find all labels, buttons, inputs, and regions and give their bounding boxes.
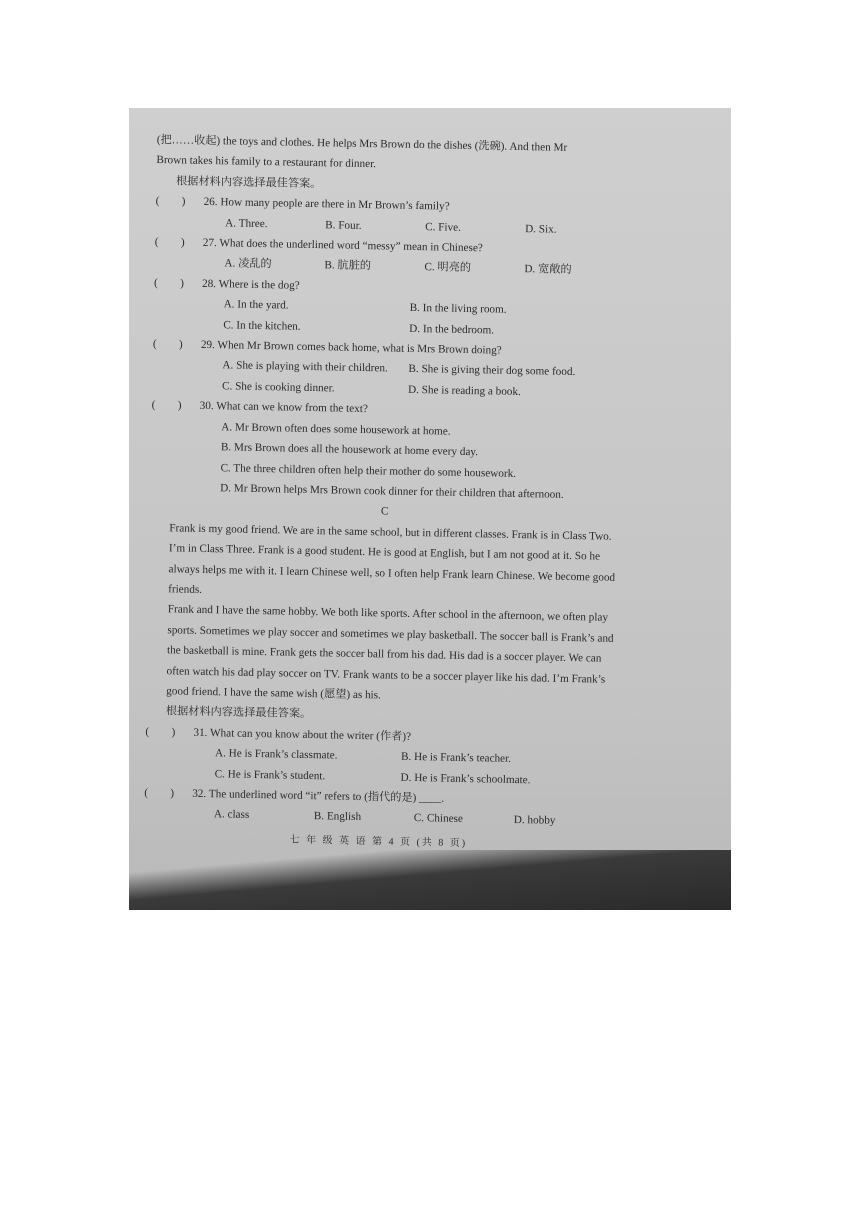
option-d: D. 宽敞的 [524, 263, 572, 277]
option-a: A. Three. [225, 216, 268, 230]
answer-blank[interactable]: ( ) [144, 786, 175, 800]
option-d: D. Mr Brown helps Mrs Brown cook dinner for their children that afternoon. [220, 482, 564, 501]
option-a: A. Mr Brown often does some housework at home. [221, 420, 451, 438]
page-footer: 七 年 级 英 语 第 4 页 (共 8 页) [289, 834, 468, 849]
section-c-heading: C [380, 505, 389, 518]
option-b: B. He is Frank’s teacher. [400, 750, 512, 766]
option-b: B. Four. [325, 218, 362, 232]
exam-page [143, 130, 627, 857]
option-d: D. She is reading a book. [407, 383, 521, 398]
passage-b-end-line-2: Brown takes his family to a restaurant for dinner. [156, 154, 377, 171]
question-stem: 29. When Mr Brown comes back home, what is Mrs Brown doing? [200, 338, 502, 357]
option-b: B. In the living room. [409, 302, 507, 316]
answer-blank[interactable]: ( ) [145, 725, 176, 739]
option-b: B. Mrs Brown does all the housework at home every day. [220, 441, 479, 459]
question-stem: 27. What does the underlined word “messy” mean in Chinese? [202, 236, 483, 255]
option-d: D. Six. [525, 222, 557, 236]
question-stem: 26. How many people are there in Mr Brown’s family? [203, 196, 450, 213]
instruction-2: 根据材料内容选择最佳答案。 [165, 705, 312, 721]
passage-c-paragraph-1: Frank is my good friend. We are in the same school, but in different classes. Frank is in Class Two. I’m in Class Three. Frank is a good student. He is good at English, but I am not good at it. So he always helps me with it. I learn Chinese well, so I often help Frank learn Chinese. We become good friends. [168, 522, 616, 596]
answer-blank[interactable]: ( ) [151, 399, 182, 412]
question-stem: 30. What can we know from the text? [199, 400, 368, 416]
answer-blank[interactable]: ( ) [154, 236, 185, 249]
exam-page-photo [129, 108, 731, 910]
option-a: A. 凌乱的 [224, 257, 272, 271]
option-b: B. 肮脏的 [324, 259, 372, 273]
option-c: C. The three children often help their mother do some housework. [220, 461, 517, 480]
option-a: A. In the yard. [223, 298, 289, 312]
option-c: C. 明亮的 [424, 261, 472, 275]
option-c: C. Chinese [413, 812, 464, 826]
option-a: A. She is playing with their children. [222, 359, 388, 375]
option-a: A. class [213, 808, 250, 822]
option-b: B. English [313, 810, 362, 824]
option-b: B. She is giving their dog some food. [408, 363, 576, 379]
option-c: C. She is cooking dinner. [221, 380, 335, 395]
passage-b-end-line-1: (把……收起) the toys and clothes. He helps Mrs Brown do the dishes (洗碗). And then Mr [156, 133, 568, 154]
question-stem: 31. What can you know about the writer (作者)? [193, 726, 412, 743]
option-c: C. He is Frank’s student. [214, 767, 326, 782]
answer-blank[interactable]: ( ) [152, 338, 183, 351]
option-d: D. In the bedroom. [409, 322, 495, 337]
passage-c-paragraph-2: Frank and I have the same hobby. We both like sports. After school in the afternoon, we often play sports. Sometimes we play soccer and sometimes we play basketball. The soccer ball is Frank’s and the basketball is mine. Frank gets the soccer ball from his dad. His dad is a soccer player. We can often watch his dad play soccer on TV. Frank wants to be a soccer player like his dad. I’m Frank’s good friend. I have the same wish (愿望) as his. [166, 603, 614, 702]
option-c: C. In the kitchen. [223, 318, 301, 333]
answer-blank[interactable]: ( ) [153, 276, 185, 290]
option-a: A. He is Frank’s classmate. [214, 747, 338, 762]
option-d: D. hobby [513, 814, 556, 828]
answer-blank[interactable]: ( ) [155, 195, 186, 208]
question-stem: 28. Where is the dog? [201, 277, 300, 292]
instruction-1: 根据材料内容选择最佳答案。 [175, 175, 322, 190]
question-stem: 32. The underlined word “it” refers to (指代的是) ____. [192, 787, 445, 805]
option-c: C. Five. [425, 220, 462, 234]
option-d: D. He is Frank’s schoolmate. [400, 771, 531, 786]
